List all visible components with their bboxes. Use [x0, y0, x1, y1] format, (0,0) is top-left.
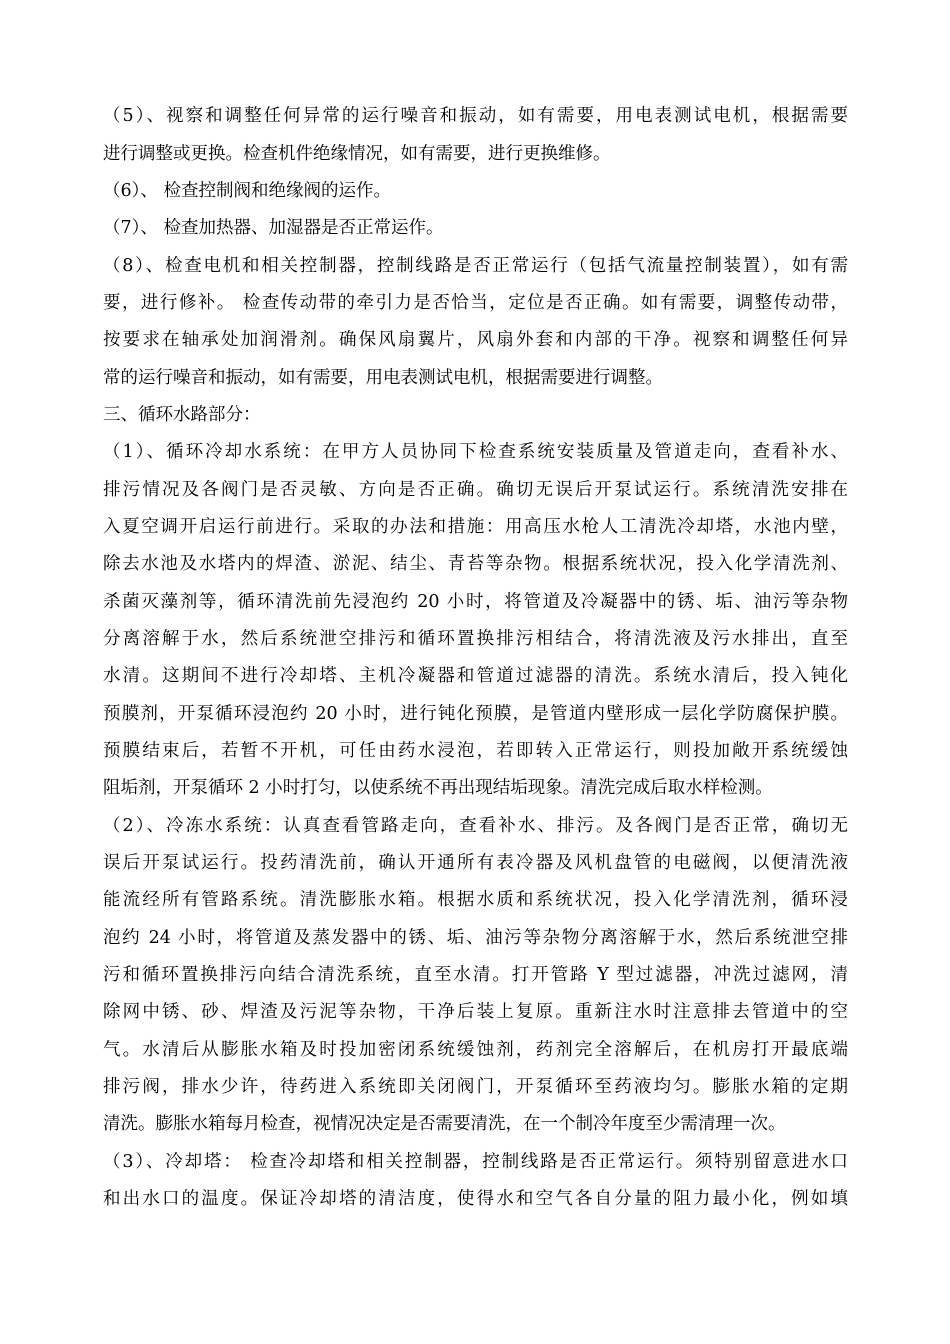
text-line: 常的运行噪音和振动，如有需要，用电表测试电机，根据需要进行调整。: [103, 368, 663, 388]
text-line: 除去水池及水塔内的焊渣、淤泥、结尘、青苔等杂物。根据系统状况，投入化学清洗剂、: [103, 554, 848, 574]
text-line: 入夏空调开启运行前进行。采取的办法和措施：用高压水枪人工清洗冷却塔，水池内壁，: [103, 517, 848, 537]
text-line: 误后开泵试运行。投药清洗前，确认开通所有表冷器及风机盘管的电磁阀，以便清洗液: [103, 853, 848, 873]
text-line: 除网中锈、砂、焊渣及污泥等杂物，干净后装上复原。重新注水时注意排去管道中的空: [103, 1002, 848, 1022]
text-line: 水清。这期间不进行冷却塔、主机冷凝器和管道过滤器的清洗。系统水清后，投入钝化: [103, 666, 848, 686]
text-line: （8）、检查电机和相关控制器，控制线路是否正常运行（包括气流量控制装置），如有需: [103, 256, 848, 276]
text-line: 排污阀，排水少许，待药进入系统即关闭阀门，开泵循环至药液均匀。膨胀水箱的定期: [103, 1077, 848, 1097]
text-line: 进行调整或更换。检查机件绝缘情况，如有需要，进行更换维修。: [103, 144, 611, 164]
text-line: （5）、视察和调整任何异常的运行噪音和振动，如有需要，用电表测试电机，根据需要: [103, 106, 848, 126]
text-line: 泡约 24 小时，将管道及蒸发器中的锈、垢、油污等杂物分离溶解于水，然后系统泄空排: [103, 928, 848, 948]
text-line: 清洗。膨胀水箱每月检查，视情况决定是否需要清洗，在一个制冷年度至少需清理一次。: [103, 1114, 786, 1134]
text-line: 要，进行修补。 检查传动带的牵引力是否恰当，定位是否正确。如有需要，调整传动带，: [103, 293, 848, 313]
text-line: 气。水清后从膨胀水箱及时投加密闭系统缓蚀剂，药剂完全溶解后，在机房打开最底端: [103, 1040, 848, 1060]
text-line: （1）、循环冷却水系统：在甲方人员协同下检查系统安装质量及管道走向，查看补水、: [103, 442, 848, 462]
text-line: 和出水口的温度。保证冷却塔的清洁度，使得水和空气各自分量的阻力最小化，例如填: [103, 1189, 848, 1209]
text-line: 排污情况及各阀门是否灵敏、方向是否正确。确切无误后开泵试运行。系统清洗安排在: [103, 480, 848, 500]
section-heading: 三、循环水路部分：: [103, 405, 261, 425]
text-line: 按要求在轴承处加润滑剂。确保风扇翼片，风扇外套和内部的干净。视察和调整任何异: [103, 330, 848, 350]
text-line: 污和循环置换排污向结合清洗系统，直至水清。打开管路 Y 型过滤器，冲洗过滤网，清: [103, 965, 848, 985]
text-line: （7）、 检查加热器、加湿器是否正常运作。: [103, 218, 444, 238]
text-line: 预膜剂，开泵循环浸泡约 20 小时，进行钝化预膜，是管道内壁形成一层化学防腐保护膜。: [103, 704, 848, 724]
text-line: 分离溶解于水，然后系统泄空排污和循环置换排污相结合，将清洗液及污水排出，直至: [103, 629, 848, 649]
text-line: 杀菌灭藻剂等，循环清洗前先浸泡约 20 小时，将管道及冷凝器中的锈、垢、油污等杂物: [103, 592, 848, 612]
text-line: 预膜结束后，若暂不开机，可任由药水浸泡，若即转入正常运行，则投加敞开系统缓蚀: [103, 741, 848, 761]
text-line: （3）、冷却塔： 检查冷却塔和相关控制器，控制线路是否正常运行。须特别留意进水口: [103, 1152, 848, 1172]
text-line: 阻垢剂，开泵循环 2 小时打匀，以使系统不再出现结垢现象。清洗完成后取水样检测。: [103, 778, 773, 798]
text-line: 能流经所有管路系统。清洗膨胀水箱。根据水质和系统状况，投入化学清洗剂，循环浸: [103, 890, 848, 910]
text-line: （2）、冷冻水系统：认真查看管路走向，查看补水、排污。及各阀门是否正常，确切无: [103, 816, 848, 836]
text-line: （6）、 检查控制阀和绝缘阀的运作。: [103, 181, 391, 201]
